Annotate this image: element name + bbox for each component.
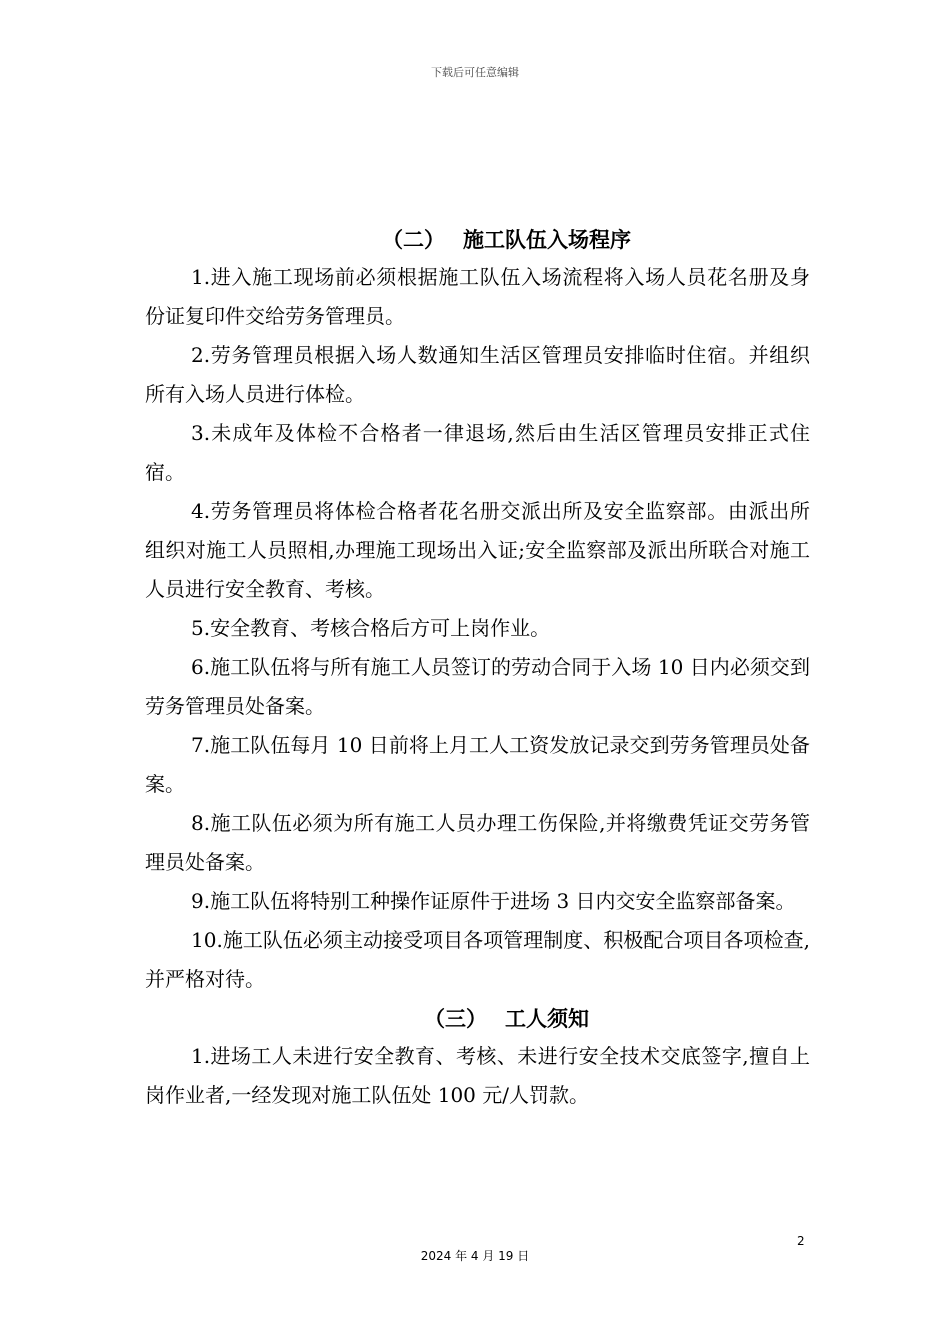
paragraph: 1.进场工人未进行安全教育、考核、未进行安全技术交底签字,擅自上岗作业者,一经发现对施工队伍处 100 元/人罚款。 xyxy=(145,1044,810,1107)
section-number: （二） xyxy=(382,227,445,252)
section-title: 工人须知 xyxy=(505,1006,589,1031)
document-body xyxy=(145,222,810,1115)
paragraph: 8.施工队伍必须为所有施工人员办理工伤保险,并将缴费凭证交劳务管理员处备案。 xyxy=(145,811,810,874)
paragraph: 9.施工队伍将特别工种操作证原件于进场 3 日内交安全监察部备案。 xyxy=(191,889,796,913)
paragraph: 2.劳务管理员根据入场人数通知生活区管理员安排临时住宿。并组织所有入场人员进行体检。 xyxy=(145,343,810,406)
section-heading-entry-procedure xyxy=(203,222,810,258)
section-title: 施工队伍入场程序 xyxy=(463,227,631,252)
section-number: （三） xyxy=(424,1006,487,1031)
page-number: 2 xyxy=(797,1234,805,1248)
paragraph: 3.未成年及体检不合格者一律退场,然后由生活区管理员安排正式住宿。 xyxy=(145,421,810,484)
section-heading-worker-notice xyxy=(203,1001,810,1037)
header-note: 下载后可任意编辑 xyxy=(431,66,519,79)
paragraph: 1.进入施工现场前必须根据施工队伍入场流程将入场人员花名册及身份证复印件交给劳务管理员。 xyxy=(145,265,810,328)
paragraph: 6.施工队伍将与所有施工人员签订的劳动合同于入场 10 日内必须交到劳务管理员处备案。 xyxy=(145,655,810,718)
footer-date: 2024 年 4 月 19 日 xyxy=(420,1249,530,1263)
paragraph: 10.施工队伍必须主动接受项目各项管理制度、积极配合项目各项检查,并严格对待。 xyxy=(145,928,810,991)
paragraph: 7.施工队伍每月 10 日前将上月工人工资发放记录交到劳务管理员处备案。 xyxy=(145,733,810,796)
paragraph: 5.安全教育、考核合格后方可上岗作业。 xyxy=(191,616,551,640)
paragraph: 4.劳务管理员将体检合格者花名册交派出所及安全监察部。由派出所组织对施工人员照相,办理施工现场出入证;安全监察部及派出所联合对施工人员进行安全教育、考核。 xyxy=(145,499,810,601)
